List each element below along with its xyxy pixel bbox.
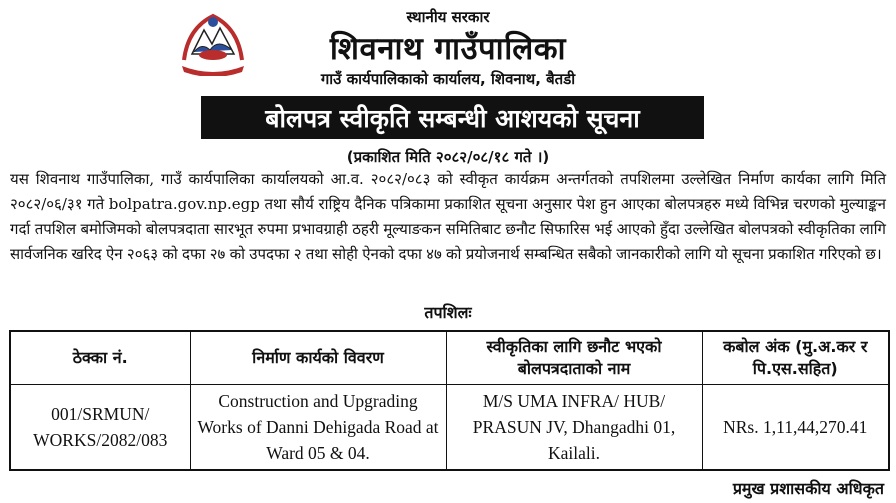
- notice-body: यस शिवनाथ गाउँपालिका, गाउँ कार्यपालिका कार्यालयको आ.व. २०८२/०८३ को स्वीकृत कार्यक्रम अन्तर्गतको तपशिलमा उल्लेखित निर्माण कार्यका लागि मिति २०८२/०६/३१ गते bolpatra.gov.np.egp तथा सौर्य राष्ट्रिय दैनिक पत्रिकामा प्रकाशित सूचना अनुसार पेश हुन आएका बोलपत्रहरु मध्ये विभिन्न चरणको मुल्याङ्कन गर्दा तपशिल बमोजिमको बोलपत्रदाता सारभूत रुपमा प्रभावग्राही ठहरी मूल्याङकन समितिबाट छनौट सिफारिस भई आएको हुँदा उल्लेखित बोलपत्रको स्वीकृतिका लागि सार्वजनिक खरिद ऐन २०६३ को दफा २७ को उपदफा २ तथा सोही ऐनको दफा ४७ को प्रयोजनार्थ सम्बन्धित सबैको जानकारीको लागि यो सूचना प्रकाशित गरिएको छ।: [10, 170, 886, 263]
- notice-title: बोलपत्र स्वीकृति सम्बन्धी आशयको सूचना: [265, 103, 640, 133]
- table-row: [10, 385, 889, 471]
- office-address: गाउँ कार्यपालिकाको कार्यालय, शिवनाथ, बैतडी: [320, 70, 576, 88]
- header-work-description: निर्माण कार्यको विवरण: [190, 331, 446, 385]
- table-header-row: [10, 331, 889, 385]
- publication-date: (प्रकाशित मिति २०८२/०८/१८ गते ।): [346, 148, 550, 166]
- cell-bid-amount: NRs. 1,11,44,270.41: [702, 385, 889, 471]
- municipality-name: शिवनाथ गाउँपालिका: [329, 31, 567, 67]
- cell-selected-bidder: M/S UMA INFRA/ HUB/ PRASUN JV, Dhangadhi 01, Kailali.: [446, 385, 702, 471]
- tender-schedule-table: [9, 330, 890, 471]
- signatory-title: प्रमुख प्रशासकीय अधिकृत: [732, 479, 884, 498]
- cell-contract-no: 001/SRMUN/ WORKS/2082/083: [10, 385, 190, 471]
- cell-work-description: Construction and Upgrading Works of Danni Dehigada Road at Ward 05 & 04.: [190, 385, 446, 471]
- schedule-label: तपशिलः: [424, 303, 472, 322]
- header-selected-bidder: स्वीकृतिका लागि छनौट भएको बोलपत्रदाताको नाम: [446, 331, 702, 385]
- header-contract-no: ठेक्का नं.: [10, 331, 190, 385]
- header-bid-amount: कबोल अंक (मु.अ.कर र पि.एस.सहित): [702, 331, 889, 385]
- local-government-label: स्थानीय सरकार: [406, 8, 490, 26]
- notice-title-banner: [201, 96, 704, 139]
